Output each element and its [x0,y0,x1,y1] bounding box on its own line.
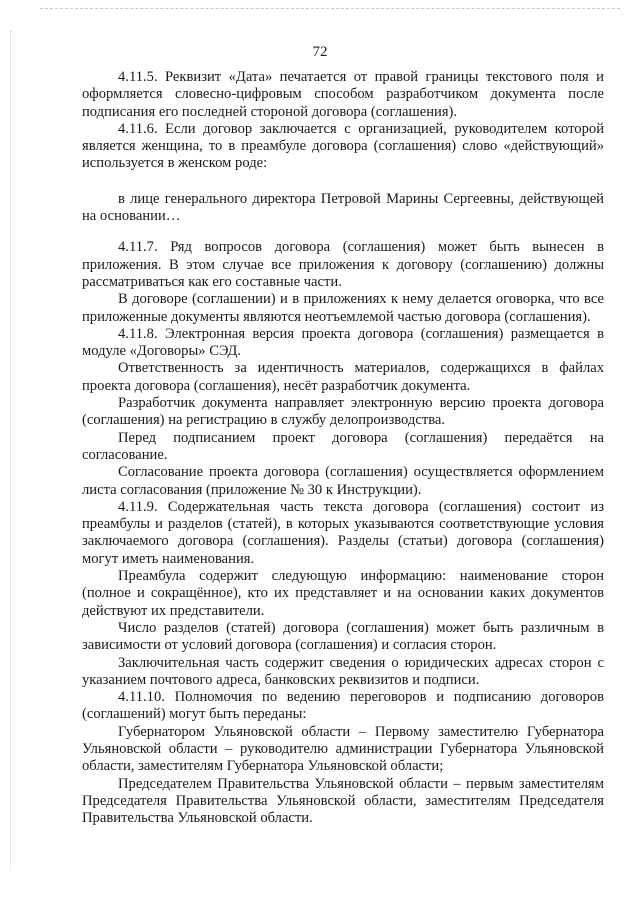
paragraph-4-11-6: 4.11.6. Если договор заключается с организацией, руководителем которой является женщина, то в преамбуле договора (соглашения) слово «действующий» используется в женском роде: [82,120,604,172]
page-number: 72 [312,44,328,60]
paragraph-approval-sheet: Согласование проекта договора (соглашения) осуществляется оформлением листа согласования (приложение № 30 к Инструкции). [82,464,604,498]
paragraph-4-11-9: 4.11.9. Содержательная часть текста договора (соглашения) состоит из преамбулы и разделов (статей), в которых указываются соответствующие условия заключаемого договора (соглашения). Разделы (статьи) договора (соглашения) могут иметь наименования. [82,498,604,567]
paragraph-4-11-10: 4.11.10. Полномочия по ведению переговоров и подписанию договоров (соглашений) могут быть переданы: [82,689,604,723]
document-body [82,69,604,827]
paragraph-appendix-clause: В договоре (соглашении) и в приложениях к нему делается оговорка, что все приложенные документы являются неотъемлемой частью договора (соглашения). [82,291,604,325]
paragraph-governor-delegation: Губернатором Ульяновской области – Первому заместителю Губернатора Ульяновской области – руководителю администрации Губернатора Ульяновской области, заместителям Губернатора Ульяновской области; [82,723,604,775]
scan-edge-top [40,8,620,9]
scan-edge-left [10,30,11,870]
paragraph-registration: Разработчик документа направляет электронную версию проекта договора (соглашения) на регистрацию в службу делопроизводства. [82,395,604,429]
paragraph-4-11-8: 4.11.8. Электронная версия проекта договора (соглашения) размещается в модуле «Договоры» СЭД. [82,325,604,360]
paragraph-before-signing: Перед подписанием проект договора (соглашения) передаётся на согласование. [82,429,604,463]
paragraph-sections-count: Число разделов (статей) договора (соглашения) может быть различным в зависимости от условий договора (соглашения) и согласия сторон. [82,619,604,654]
paragraph-4-11-7: 4.11.7. Ряд вопросов договора (соглашения) может быть вынесен в приложения. В этом случае все приложения к договору (соглашению) должны рассматриваться как его составные части. [82,239,604,290]
paragraph-example-preamble: в лице генерального директора Петровой Марины Сергеевны, действующей на основании… [82,190,604,225]
paragraph-final-part: Заключительная часть содержит сведения о юридических адресах сторон с указанием почтового адреса, банковских реквизитов и подписи. [82,654,604,688]
paragraph-4-11-5: 4.11.5. Реквизит «Дата» печатается от правой границы текстового поля и оформляется словесно-цифровым способом разработчиком документа после подписания его последней стороной договора (соглашения). [82,69,604,120]
paragraph-preamble-info: Преамбула содержит следующую информацию: наименование сторон (полное и сокращённое), кто их представляет и на основании каких документов действуют их представители. [82,568,604,619]
paragraph-responsibility: Ответственность за идентичность материалов, содержащихся в файлах проекта договора (соглашения), несёт разработчик документа. [82,360,604,394]
paragraph-chairman-delegation: Председателем Правительства Ульяновской области – первым заместителям Председателя Правительства Ульяновской области, заместителям Председателя Правительства Ульяновской области. [82,775,604,827]
